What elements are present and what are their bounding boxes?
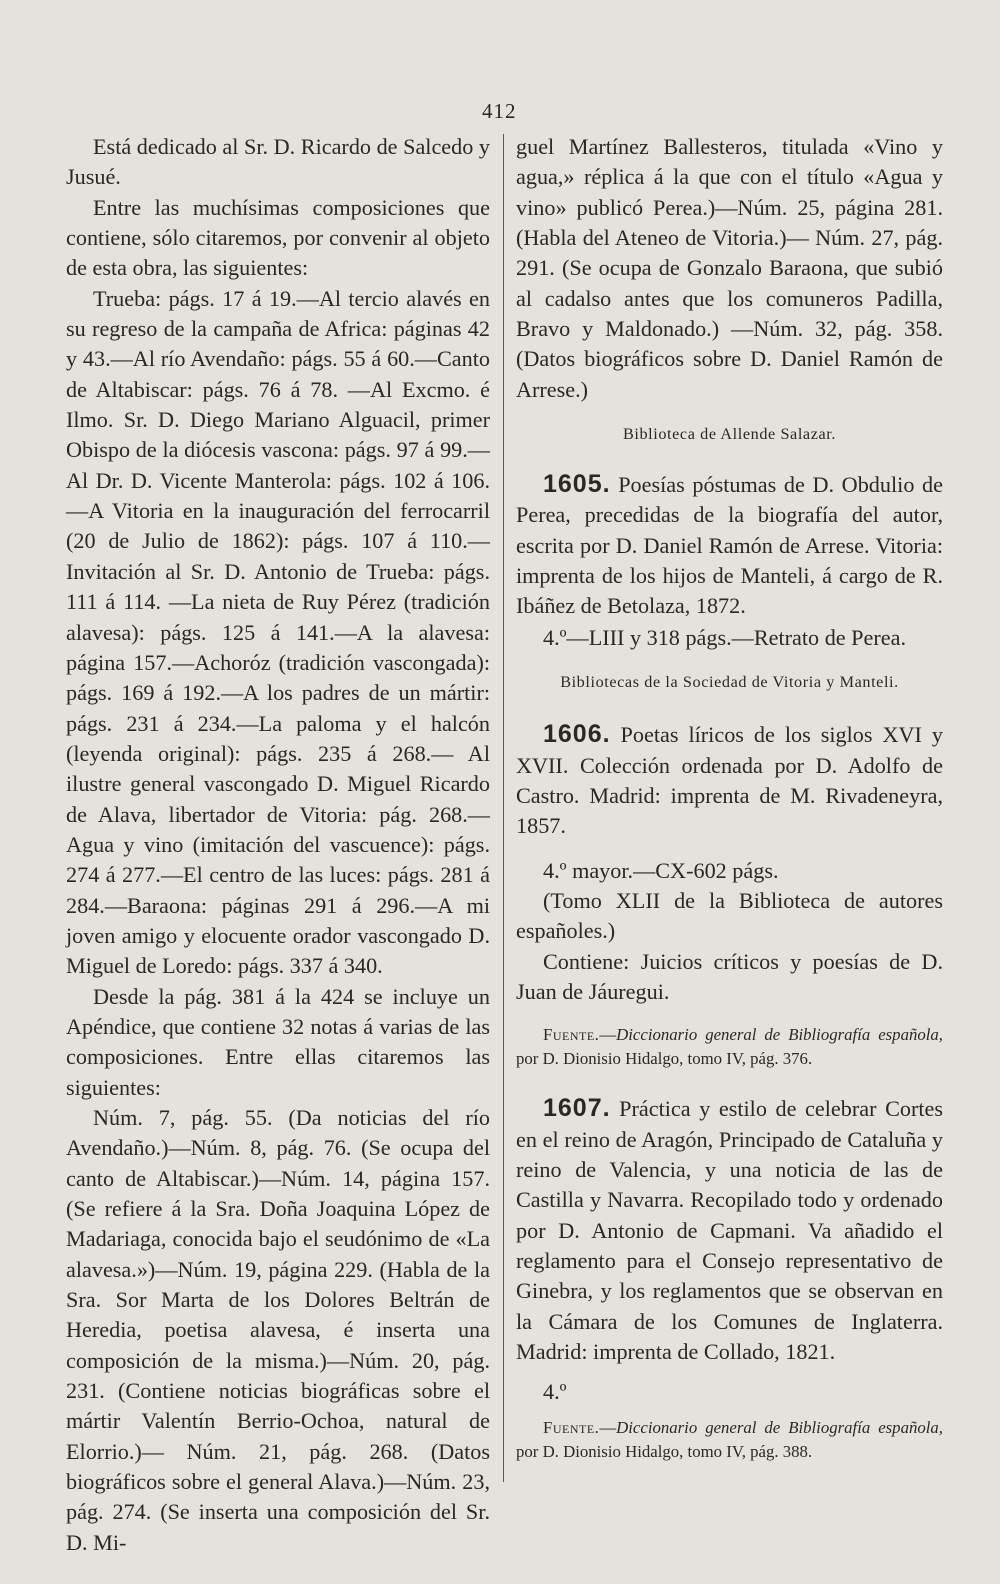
left-column [66,132,490,1558]
entry-number: 1606. [543,720,611,749]
intro-paragraph: Entre las muchísimas composiciones que contiene, sólo citaremos, por convenir al objeto de esta obra, las siguientes: [66,194,490,281]
appendix-paragraph: Desde la pág. 381 á la 424 se incluye un Apéndice, que contiene 32 notas á varias de las composiciones. Entre ellas citaremos las siguientes: [66,983,490,1100]
fuente-rest: por D. Dionisio Hidalgo, tomo IV, pág. 376. [516,1049,813,1069]
entry-description: (Tomo XLII de la Biblioteca de autores españoles.) [516,887,943,944]
fuente-label: Fuente. [543,1417,600,1437]
entry-title: Poetas líricos de los siglos XVI y XVII. Colección ordenada por D. Adolfo de Castro. Madrid: imprenta de M. Rivadeneyra, 1857. [516,722,943,839]
page-number: 412 [482,99,517,123]
entry-description: 4.º mayor.—CX-602 págs. [543,857,779,883]
entry-number: 1605. [543,470,611,499]
fuente-note: Fuente.—Diccionario general de Bibliografía española, por D. Dionisio Hidalgo, tomo IV, pág. 376. [516,1025,943,1069]
appendix-notes-paragraph: Núm. 7, pág. 55. (Da noticias del río Avendaño.)—Núm. 8, pág. 76. (Se ocupa del canto de Altabiscar.)—Núm. 14, página 157. (Se refiere á la Sra. Doña Joaquina López de Madariaga, conocida bajo el seudónimo de «La alavesa.»)—Núm. 19, página 229. (Habla de la Sra. Sor Marta de los Dolores Beltrán de Heredia, poetisa alavesa, é inserta una composición de la misma.)—Núm. 20, pág. 231. (Contiene noticias biográficas sobre el mártir Valentín Berrio-Ochoa, natural de Elorrio.)— Núm. 21, pág. 268. (Datos biográficos sobre el general Alava.)—Núm. 23, pág. 274. (Se inserta una composición del Sr. D. Mi- [66,1105,490,1555]
source-note: Bibliotecas de la Sociedad de Vitoria y Manteli. [560,673,899,692]
entry-description: Contiene: Juicios críticos y poesías de D. Juan de Jáuregui. [516,948,943,1004]
entry-heading [516,1093,943,1367]
continuation-paragraph: guel Martínez Ballesteros, titulada «Vino y agua,» réplica á la que con el título «Agua y vino» publicó Perea.)—Núm. 25, página 281. (Habla del Ateneo de Vitoria.)— Núm. 27, pág. 291. (Se ocupa de Gonzalo Baraona, que subió al cadalso antes que los comuneros Padilla, Bravo y Maldonado.) —Núm. 32, pág. 358. (Datos biográficos sobre D. Daniel Ramón de Arrese.) [516,134,943,402]
source-note: Biblioteca de Allende Salazar. [622,425,837,444]
column-divider [503,134,504,1482]
entry-description: 4.º—LIII y 318 págs.—Retrato de Perea. [543,624,907,650]
entry-title: Poesías póstumas de D. Obdulio de Perea, precedidas de la biografía del autor, escrita por D. Daniel Ramón de Arrese. Vitoria: imprenta de los hijos de Manteli, á cargo de R. Ibáñez de Betolaza, 1872. [516,472,943,619]
entry-1607 [516,1093,943,1463]
fuente-rest: por D. Dionisio Hidalgo, tomo IV, pág. 388. [516,1441,813,1461]
fuente-note: Fuente.—Diccionario general de Bibliografía española, por D. Dionisio Hidalgo, tomo IV, pág. 388. [516,1417,943,1461]
fuente-title: Diccionario general de Bibliografía española, [616,1025,943,1045]
entry-description: 4.º [543,1379,567,1405]
fuente-label: Fuente. [543,1025,600,1045]
fuente-title: Diccionario general de Bibliografía española, [616,1417,943,1437]
entry-number: 1607. [543,1094,611,1123]
entry-1606 [516,719,943,1071]
entry-heading [516,469,943,622]
compositions-list-paragraph: Trueba: págs. 17 á 19.—Al tercio alavés en su regreso de la campaña de Africa: páginas 42 y 43.—Al río Avendaño: págs. 55 á 60.—Canto de Altabiscar: págs. 76 á 78. —Al Excmo. é Ilmo. Sr. D. Diego Mariano Alguacil, primer Obispo de la diócesis vascona: págs. 97 á 99.—Al Dr. D. Vicente Manterola: págs. 102 á 106.—A Vitoria en la inauguración del ferrocarril (20 de Julio de 1862): págs. 107 á 110.—Invitación al Sr. D. Antonio de Trueba: págs. 111 á 114. —La nieta de Ruy Pérez (tradición alavesa): págs. 125 á 141.—A la alavesa: página 157.—Achoróz (tradición vascongada): págs. 169 á 192.—A los padres de un mártir: págs. 231 á 234.—La paloma y el halcón (leyenda original): págs. 235 á 268.— Al ilustre general vascongado D. Miguel Ricardo de Alava, libertador de Vitoria: pág. 268.—Agua y vino (imitación del vascuence): págs. 274 á 277.—El centro de las luces: págs. 281 á 284.—Baraona: páginas 291 á 296.—A mi joven amigo y elocuente orador vascongado D. Miguel de Loredo: págs. 337 á 340. [66,285,490,979]
entry-1605 [516,469,943,693]
dedication-paragraph: Está dedicado al Sr. D. Ricardo de Salcedo y Jusué. [66,134,490,190]
right-column [516,132,943,1486]
entry-title: Práctica y estilo de celebrar Cortes en el reino de Aragón, Principado de Cataluña y reino de Valencia, y una noticia de las de Castilla y Navarra. Recopilado todo y ordenado por D. Antonio de Capmani. Va añadido el reglamento para el Consejo representativo de Ginebra, y los reglamentos que se observan en la Cámara de los Comunes de Inglaterra. Madrid: imprenta de Collado, 1821. [516,1096,943,1364]
entry-heading [516,719,943,841]
